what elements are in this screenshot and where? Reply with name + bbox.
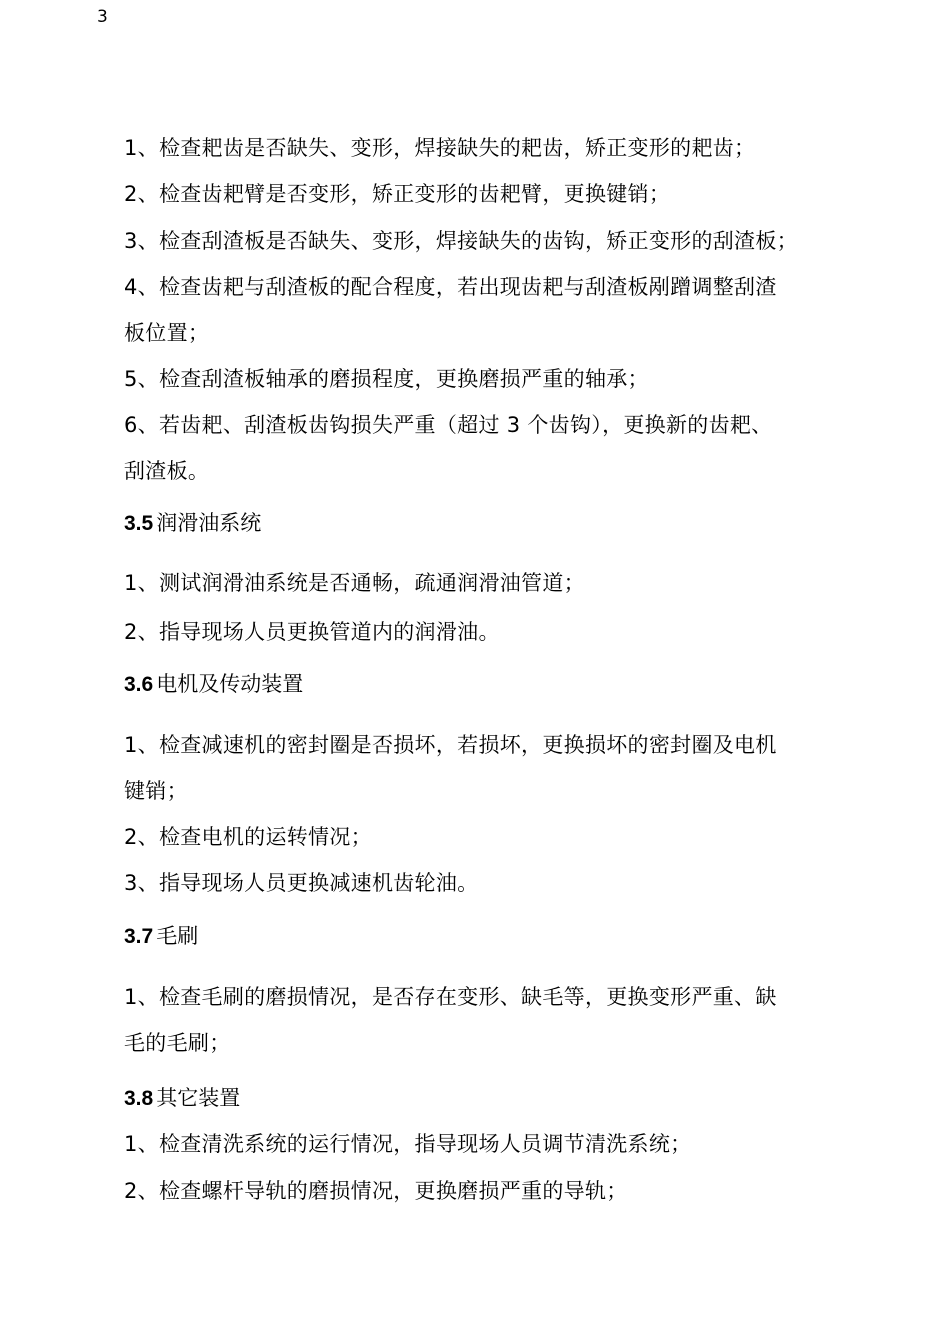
- list-item: 1、检查耙齿是否缺失、变形，焊接缺失的耙齿，矫正变形的耙齿；: [124, 136, 756, 160]
- list-item: 2、检查螺杆导轨的磨损情况，更换磨损严重的导轨；: [124, 1179, 628, 1203]
- page-number: 3: [97, 7, 108, 27]
- section-heading: [124, 1086, 240, 1111]
- list-item: 4、检查齿耙与刮渣板的配合程度，若出现齿耙与刮渣板剐蹭调整刮渣: [124, 275, 777, 299]
- section-number: 3.5: [124, 512, 154, 535]
- section-number: 3.8: [124, 1087, 154, 1110]
- list-item: 1、检查清洗系统的运行情况，指导现场人员调节清洗系统；: [124, 1132, 692, 1156]
- list-item: 5、检查刮渣板轴承的磨损程度，更换磨损严重的轴承；: [124, 367, 649, 391]
- section-number: 3.7: [124, 925, 154, 948]
- list-item: 3、检查刮渣板是否缺失、变形，焊接缺失的齿钩，矫正变形的刮渣板；: [124, 229, 798, 253]
- section-title: 毛刷: [156, 924, 199, 948]
- list-item: 1、检查减速机的密封圈是否损坏，若损坏，更换损坏的密封圈及电机: [124, 733, 777, 757]
- list-item: 3、指导现场人员更换减速机齿轮油。: [124, 871, 479, 895]
- list-item: 键销；: [124, 779, 188, 803]
- list-item: 1、测试润滑油系统是否通畅，疏通润滑油管道；: [124, 571, 585, 595]
- section-heading: [124, 511, 261, 536]
- list-item: 2、检查电机的运转情况；: [124, 825, 372, 849]
- list-item: 毛的毛刷；: [124, 1031, 231, 1055]
- section-heading: [124, 924, 198, 949]
- section-title: 其它装置: [156, 1086, 241, 1110]
- section-title: 润滑油系统: [156, 511, 262, 535]
- list-item: 1、检查毛刷的磨损情况，是否存在变形、缺毛等，更换变形严重、缺: [124, 985, 777, 1009]
- section-heading: [124, 672, 303, 697]
- list-item: 6、若齿耙、刮渣板齿钩损失严重（超过 3 个齿钩），更换新的齿耙、: [124, 413, 773, 437]
- section-title: 电机及传动装置: [156, 672, 304, 696]
- list-item: 2、检查齿耙臂是否变形，矫正变形的齿耙臂，更换键销；: [124, 182, 671, 206]
- list-item: 板位置；: [124, 321, 210, 345]
- list-item: 刮渣板。: [124, 459, 210, 483]
- list-item: 2、指导现场人员更换管道内的润滑油。: [124, 620, 500, 644]
- section-number: 3.6: [124, 673, 154, 696]
